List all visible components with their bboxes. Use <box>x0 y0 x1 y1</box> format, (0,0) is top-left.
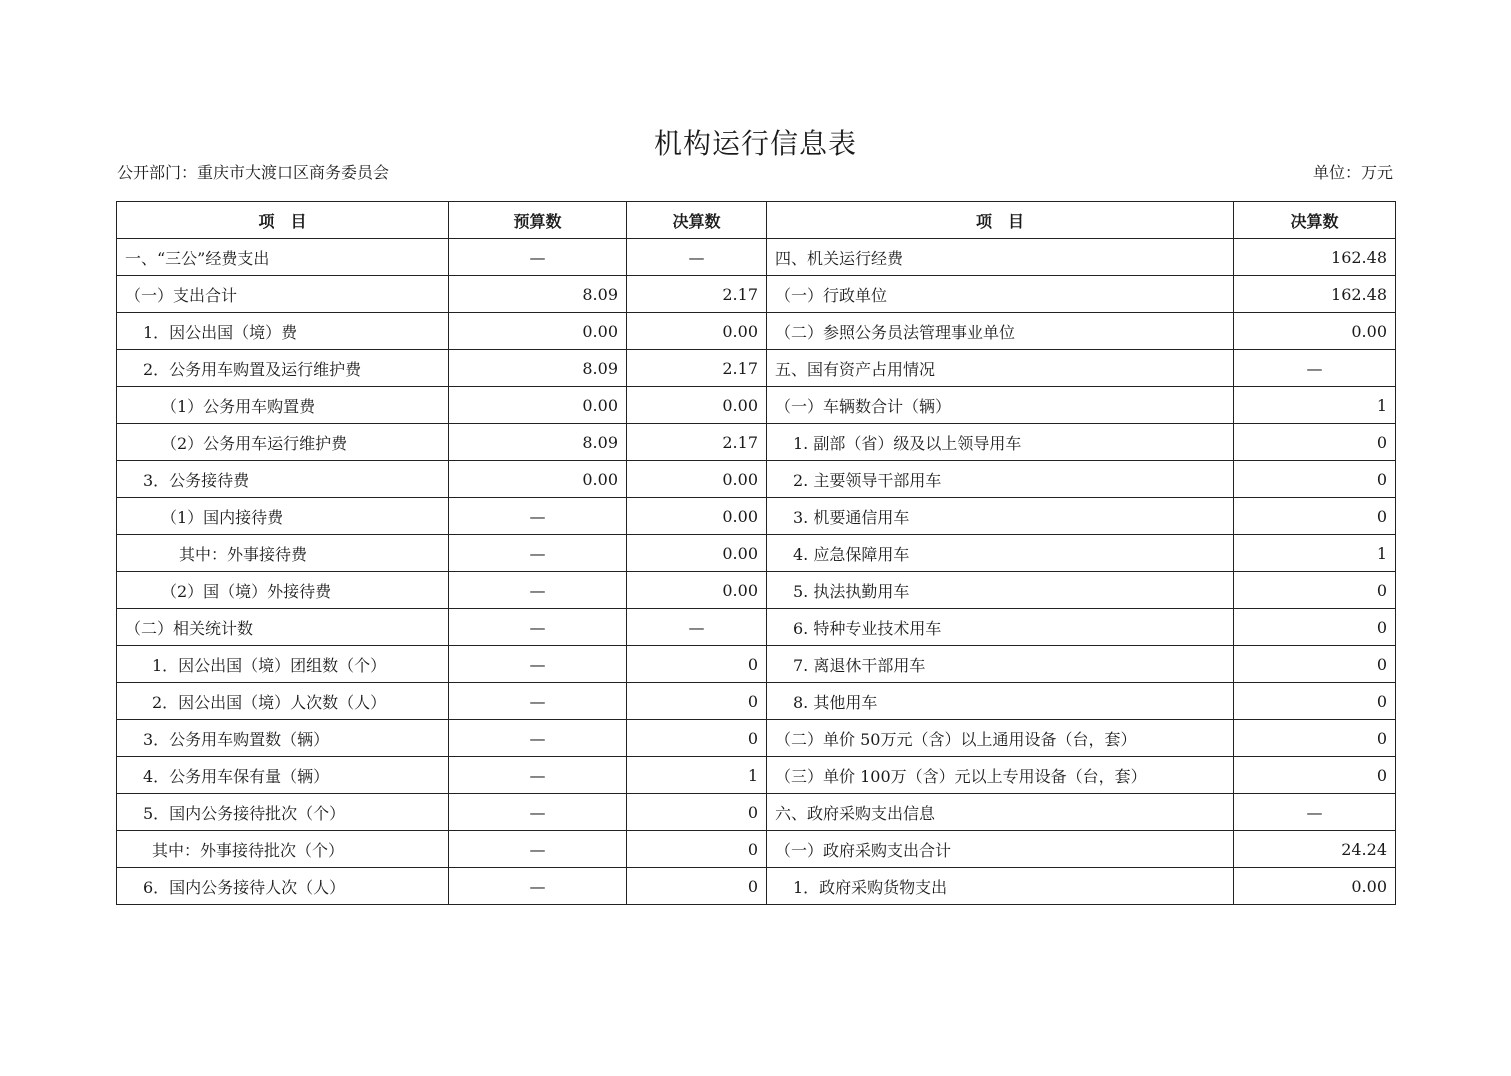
table-row <box>117 683 1396 720</box>
final-value: — <box>627 609 767 646</box>
header-final-right: 决算数 <box>1234 202 1396 239</box>
budget-value: 8.09 <box>449 350 627 387</box>
budget-value: — <box>449 572 627 609</box>
table-row <box>117 350 1396 387</box>
left-item-label: （2）国（境）外接待费 <box>117 572 449 609</box>
budget-value: — <box>449 720 627 757</box>
right-item-label: （三）单价 100万（含）元以上专用设备（台，套） <box>767 757 1234 794</box>
final-value: 0.00 <box>627 572 767 609</box>
final-value: 0.00 <box>627 535 767 572</box>
left-item-label: 1．因公出国（境）费 <box>117 313 449 350</box>
left-item-label: 1．因公出国（境）团组数（个） <box>117 646 449 683</box>
right-final-value: 162.48 <box>1234 276 1396 313</box>
final-value: 2.17 <box>627 424 767 461</box>
left-item-label: 6．国内公务接待人次（人） <box>117 868 449 905</box>
right-final-value: 0 <box>1234 609 1396 646</box>
table-row <box>117 498 1396 535</box>
department-label: 公开部门：重庆市大渡口区商务委员会 <box>117 163 390 182</box>
right-final-value: 0 <box>1234 757 1396 794</box>
table-row <box>117 313 1396 350</box>
right-final-value: 0 <box>1234 683 1396 720</box>
final-value: 0 <box>627 720 767 757</box>
header-budget: 预算数 <box>449 202 627 239</box>
right-final-value: 0 <box>1234 572 1396 609</box>
final-value: 0.00 <box>627 461 767 498</box>
right-item-label: 6. 特种专业技术用车 <box>767 609 1234 646</box>
budget-value: — <box>449 646 627 683</box>
right-final-value: 1 <box>1234 387 1396 424</box>
budget-value: 8.09 <box>449 276 627 313</box>
left-item-label: 3．公务用车购置数（辆） <box>117 720 449 757</box>
left-item-label: 2．因公出国（境）人次数（人） <box>117 683 449 720</box>
table-row <box>117 757 1396 794</box>
left-item-label: （一）支出合计 <box>117 276 449 313</box>
final-value: 0.00 <box>627 387 767 424</box>
right-item-label: 7. 离退休干部用车 <box>767 646 1234 683</box>
header-item-right: 项 目 <box>767 202 1234 239</box>
left-item-label: 2．公务用车购置及运行维护费 <box>117 350 449 387</box>
right-final-value: 0 <box>1234 646 1396 683</box>
right-item-label: 8. 其他用车 <box>767 683 1234 720</box>
right-item-label: 1. 副部（省）级及以上领导用车 <box>767 424 1234 461</box>
budget-value: 0.00 <box>449 387 627 424</box>
right-item-label: （一）车辆数合计（辆） <box>767 387 1234 424</box>
left-item-label: 其中：外事接待费 <box>117 535 449 572</box>
left-item-label: （1）国内接待费 <box>117 498 449 535</box>
final-value: 2.17 <box>627 350 767 387</box>
right-item-label: 四、机关运行经费 <box>767 239 1234 276</box>
budget-value: — <box>449 609 627 646</box>
budget-value: — <box>449 683 627 720</box>
header-final-left: 决算数 <box>627 202 767 239</box>
budget-value: — <box>449 239 627 276</box>
right-final-value: 0 <box>1234 461 1396 498</box>
budget-value: — <box>449 757 627 794</box>
right-item-label: 五、国有资产占用情况 <box>767 350 1234 387</box>
budget-value: 0.00 <box>449 313 627 350</box>
header-item-left: 项 目 <box>117 202 449 239</box>
final-value: 0 <box>627 683 767 720</box>
left-item-label: （2）公务用车运行维护费 <box>117 424 449 461</box>
table-row <box>117 387 1396 424</box>
right-final-value: — <box>1234 794 1396 831</box>
right-final-value: — <box>1234 350 1396 387</box>
left-item-label: 其中：外事接待批次（个） <box>117 831 449 868</box>
right-final-value: 0 <box>1234 498 1396 535</box>
table-row <box>117 239 1396 276</box>
right-item-label: （二）参照公务员法管理事业单位 <box>767 313 1234 350</box>
table-row <box>117 646 1396 683</box>
table-row <box>117 609 1396 646</box>
right-final-value: 1 <box>1234 535 1396 572</box>
budget-value: — <box>449 498 627 535</box>
page-title: 机构运行信息表 <box>653 127 857 160</box>
left-item-label: （二）相关统计数 <box>117 609 449 646</box>
right-final-value: 0.00 <box>1234 868 1396 905</box>
right-item-label: 1．政府采购货物支出 <box>767 868 1234 905</box>
table-row <box>117 461 1396 498</box>
right-final-value: 0 <box>1234 720 1396 757</box>
table-row <box>117 535 1396 572</box>
left-item-label: 4．公务用车保有量（辆） <box>117 757 449 794</box>
right-item-label: 5. 执法执勤用车 <box>767 572 1234 609</box>
final-value: 0.00 <box>627 313 767 350</box>
right-final-value: 24.24 <box>1234 831 1396 868</box>
budget-value: — <box>449 868 627 905</box>
right-final-value: 0.00 <box>1234 313 1396 350</box>
table-row <box>117 572 1396 609</box>
final-value: 0 <box>627 794 767 831</box>
final-value: — <box>627 239 767 276</box>
budget-value: 8.09 <box>449 424 627 461</box>
right-item-label: 六、政府采购支出信息 <box>767 794 1234 831</box>
final-value: 0 <box>627 831 767 868</box>
budget-value: — <box>449 794 627 831</box>
table-row <box>117 831 1396 868</box>
right-item-label: （一）行政单位 <box>767 276 1234 313</box>
right-item-label: 2. 主要领导干部用车 <box>767 461 1234 498</box>
final-value: 0 <box>627 868 767 905</box>
right-item-label: 4. 应急保障用车 <box>767 535 1234 572</box>
table-header-row <box>117 202 1396 239</box>
budget-value: 0.00 <box>449 461 627 498</box>
final-value: 0 <box>627 646 767 683</box>
table-row <box>117 720 1396 757</box>
left-item-label: 一、“三公”经费支出 <box>117 239 449 276</box>
table-row <box>117 276 1396 313</box>
table-row <box>117 424 1396 461</box>
right-item-label: （二）单价 50万元（含）以上通用设备（台，套） <box>767 720 1234 757</box>
right-item-label: （一）政府采购支出合计 <box>767 831 1234 868</box>
right-final-value: 0 <box>1234 424 1396 461</box>
right-final-value: 162.48 <box>1234 239 1396 276</box>
table-row <box>117 868 1396 905</box>
final-value: 1 <box>627 757 767 794</box>
left-item-label: （1）公务用车购置费 <box>117 387 449 424</box>
budget-value: — <box>449 535 627 572</box>
info-table <box>116 201 1396 905</box>
left-item-label: 5．国内公务接待批次（个） <box>117 794 449 831</box>
unit-label: 单位：万元 <box>1312 163 1393 182</box>
final-value: 0.00 <box>627 498 767 535</box>
budget-value: — <box>449 831 627 868</box>
right-item-label: 3. 机要通信用车 <box>767 498 1234 535</box>
table-row <box>117 794 1396 831</box>
final-value: 2.17 <box>627 276 767 313</box>
left-item-label: 3．公务接待费 <box>117 461 449 498</box>
